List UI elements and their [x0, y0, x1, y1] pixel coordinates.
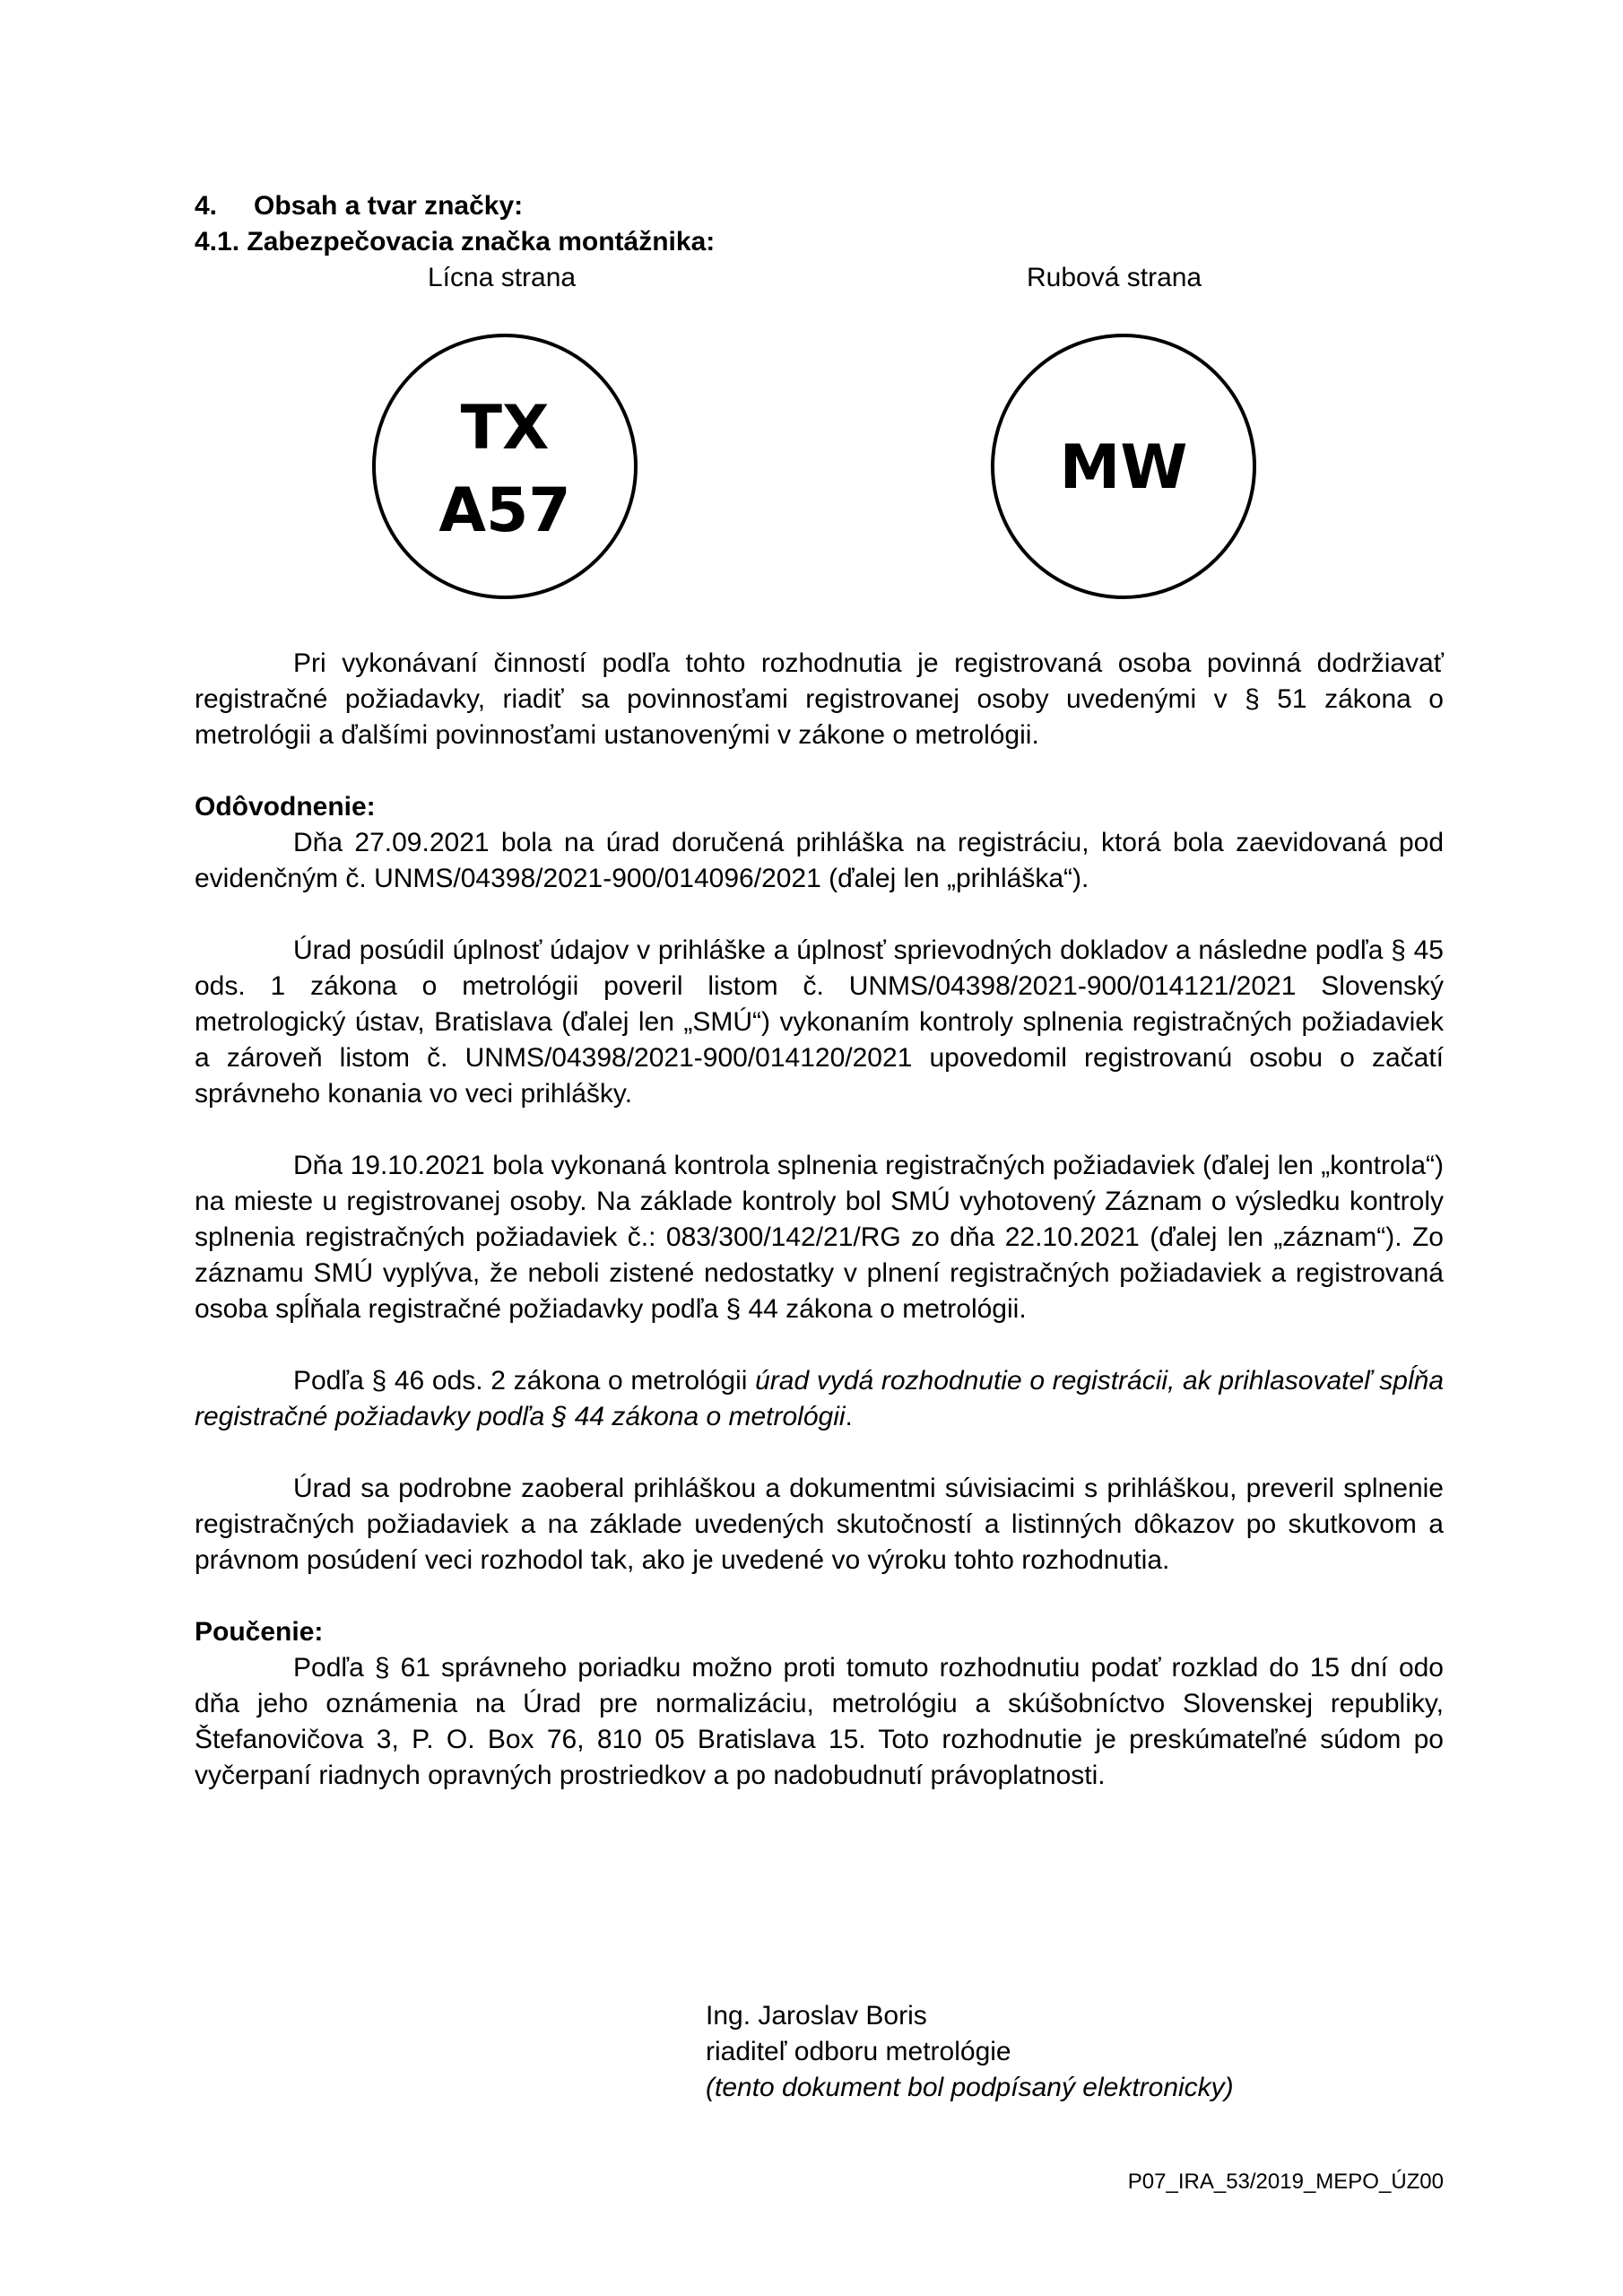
- back-seal-text: MW: [1059, 432, 1188, 503]
- front-seal-mark: [370, 332, 639, 601]
- document-body: [195, 188, 1444, 1794]
- reasoning-p4-end: .: [845, 1402, 853, 1431]
- reasoning-paragraph-4: [195, 1363, 1444, 1435]
- document-code: P07_IRA_53/2019_MEPO_ÚZ00: [1127, 2170, 1444, 2194]
- reasoning-heading: Odôvodnenie:: [195, 792, 376, 822]
- subsection-number: 4.1.: [195, 227, 240, 257]
- seal-marks: [195, 296, 1444, 646]
- section-heading: [195, 188, 1444, 224]
- section-number: 4.: [195, 191, 218, 221]
- reasoning-paragraph-3: Dňa 19.10.2021 bola vykonaná kontrola splnenia registračných požiadaviek (ďalej len „kontrola“) na mieste u registrovanej osoby. Na základe kontroly bol SMÚ vyhotovený Záznam o výsledku kontroly splnenia registračných požiadaviek č.: 083/300/142/21/RG zo dňa 22.10.2021 (ďalej len „záznam“). Zo záznamu SMÚ vyplýva, že neboli zistené nedostatky v plnení registračných požiadaviek a registrovaná osoba spĺňala registračné požiadavky podľa § 44 zákona o metrológii.: [195, 1151, 1444, 1324]
- subsection-heading: [195, 224, 1444, 260]
- intro-paragraph: Pri vykonávaní činností podľa tohto rozhodnutia je registrovaná osoba povinná dodržiavať registračné požiadavky, riadiť sa povinnosťami registrovanej osoby uvedenými v § 51 zákona o metrológii a ďalšími povinnosťami ustanovenými v zákone o metrológii.: [195, 648, 1444, 750]
- subsection-title: Zabezpečovacia značka montážnika:: [247, 227, 716, 257]
- reasoning-p4-quote: úrad vydá rozhodnutie o registrácii, ak prihlasovateľ spĺňa registračné požiadavky podľa § 44 zákona o metrológii: [195, 1366, 1444, 1431]
- reasoning-paragraph-1: Dňa 27.09.2021 bola na úrad doručená prihláška na registráciu, ktorá bola zaevidovaná pod evidenčným č. UNMS/04398/2021-900/014096/2021 (ďalej len „prihláška“).: [195, 828, 1444, 893]
- signatory-name: Ing. Jaroslav Boris: [706, 2001, 927, 2031]
- section-title: Obsah a tvar značky:: [254, 191, 524, 221]
- instruction-paragraph: Podľa § 61 správneho poriadku možno proti tomuto rozhodnutiu podať rozklad do 15 dní odo dňa jeho oznámenia na Úrad pre normalizáciu, metrológiu a skúšobníctvo Slovenskej republiky, Štefanovičova 3, P. O. Box 76, 810 05 Bratislava 15. Toto rozhodnutie je preskúmateľné súdom po vyčerpaní riadnych opravných prostriedkov a po nadobudnutí právoplatnosti.: [195, 1653, 1444, 1790]
- back-seal-mark: [989, 332, 1258, 601]
- signature-block: [195, 1998, 1444, 2106]
- front-side-label: Lícna strana: [428, 263, 577, 292]
- reasoning-p4-lead: Podľa § 46 ods. 2 zákona o metrológii: [293, 1366, 756, 1396]
- signature-note: (tento dokument bol podpísaný elektronicky): [706, 2073, 1234, 2102]
- signatory-role: riaditeľ odboru metrológie: [706, 2037, 1011, 2066]
- reasoning-paragraph-5: Úrad sa podrobne zaoberal prihláškou a dokumentmi súvisiacimi s prihláškou, preveril splnenie registračných požiadaviek a na základe uvedených skutočností a listinných dôkazov po skutkovom a právnom posúdení veci rozhodol tak, ako je uvedené vo výroku tohto rozhodnutia.: [195, 1474, 1444, 1575]
- front-seal-line2: A57: [438, 475, 571, 546]
- reasoning-paragraph-2: Úrad posúdil úplnosť údajov v prihláške a úplnosť sprievodných dokladov a následne podľa § 45 ods. 1 zákona o metrológii poveril listom č. UNMS/04398/2021-900/014121/2021 Slovenský metrologický ústav, Bratislava (ďalej len „SMÚ“) vykonaním kontroly splnenia registračných požiadaviek a zároveň listom č. UNMS/04398/2021-900/014120/2021 upovedomil registrovanú osobu o začatí správneho konania vo veci prihlášky.: [195, 935, 1444, 1109]
- side-labels: [195, 260, 1444, 296]
- back-side-label: Rubová strana: [1027, 263, 1202, 292]
- instruction-heading: Poučenie:: [195, 1617, 324, 1647]
- front-seal-line1: TX: [460, 393, 550, 464]
